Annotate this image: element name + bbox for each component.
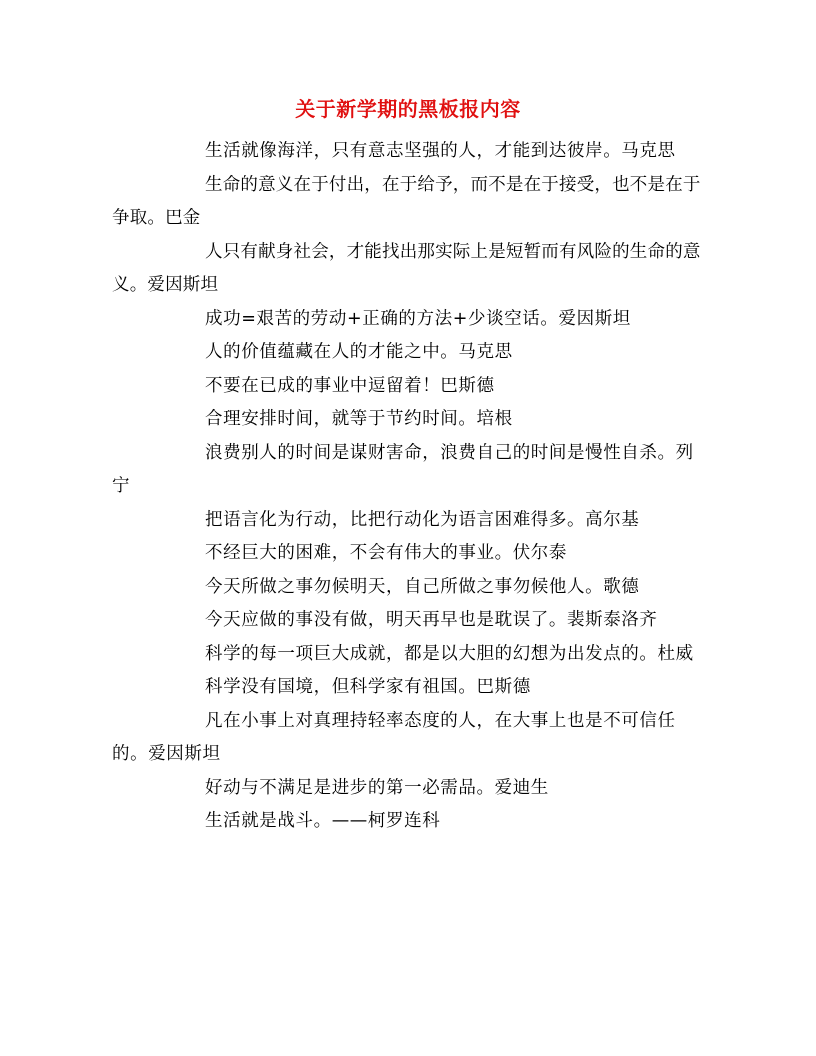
paragraph: 今天应做的事没有做，明天再早也是耽误了。裴斯泰洛齐: [205, 610, 658, 630]
paragraph: 生活就是战斗。——柯罗连科: [205, 811, 441, 831]
paragraph: 不经巨大的困难，不会有伟大的事业。伏尔泰: [205, 543, 567, 563]
paragraph: 人只有献身社会，才能找出那实际上是短暂而有风险的生命的意义。爱因斯坦: [112, 241, 701, 295]
paragraph: 生活就像海洋，只有意志坚强的人，才能到达彼岸。马克思: [205, 141, 676, 161]
paragraph: 科学没有国境，但科学家有祖国。巴斯德: [205, 677, 531, 697]
document-title: 关于新学期的黑板报内容: [295, 97, 521, 121]
paragraph: 科学的每一项巨大成就，都是以大胆的幻想为出发点的。杜威: [205, 643, 694, 664]
paragraph: 好动与不满足是进步的第一必需品。爱迪生: [205, 777, 549, 798]
paragraph: 今天所做之事勿候明天，自己所做之事勿候他人。歌德: [205, 576, 640, 597]
paragraph: 凡在小事上对真理持轻率态度的人，在大事上也是不可信任的。爱因斯坦: [112, 710, 676, 764]
paragraph: 浪费别人的时间是谋财害命，浪费自己的时间是慢性自杀。列宁: [112, 442, 694, 496]
paragraph: 生命的意义在于付出，在于给予，而不是在于接受，也不是在于争取。巴金: [112, 174, 701, 228]
paragraph: 把语言化为行动，比把行动化为语言困难得多。高尔基: [205, 509, 640, 530]
document-body: [112, 135, 702, 839]
paragraph: 人的价值蕴藏在人的才能之中。马克思: [205, 342, 513, 362]
paragraph: 合理安排时间，就等于节约时间。培根: [205, 409, 513, 429]
paragraph: 成功=艰苦的劳动+正确的方法+少谈空话。爱因斯坦: [205, 308, 631, 329]
paragraph: 不要在已成的事业中逗留着！巴斯德: [205, 375, 495, 396]
